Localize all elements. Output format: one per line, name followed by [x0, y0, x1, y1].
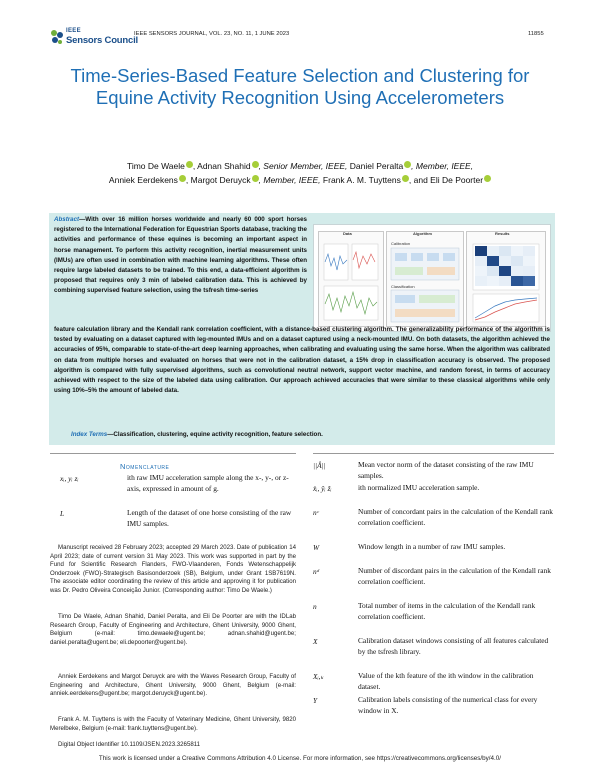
nomenclature-symbol: Xᵢ,ₖ	[313, 672, 324, 681]
doi-line: Digital Object Identifier 10.1109/JSEN.2023.3265811	[58, 741, 201, 748]
nomenclature-symbol: xᵢ, yᵢ zᵢ	[60, 474, 79, 483]
index-terms-label: Index Terms	[71, 431, 108, 438]
author-name: Timo De Waele	[126, 161, 185, 171]
author-name: Adnan Shahid	[197, 161, 251, 171]
figure-algorithm-diagram	[387, 232, 463, 326]
author-list: Timo De Waele , Adnan Shahid , Senior Member, IEEE, Daniel Peralta , Member, IEEE, Anniek Eerdekens , Margot Deruyck , Member, IEEE, Frank A. M. Tuyttens , and Eli De Poorter	[52, 159, 548, 187]
paper-title: Time-Series-Based Feature Selection and Clustering for Equine Activity Recognition Using Accelerometers	[70, 65, 530, 108]
figure-panel-results	[466, 231, 546, 327]
author-name: Margot Deruyck	[190, 175, 251, 185]
nomenclature-symbol: nᶜ	[313, 508, 319, 517]
page-number: 11855	[528, 31, 544, 37]
license-footer[interactable]: This work is licensed under a Creative Commons Attribution 4.0 License. For more information, see https://creativecommons.org/licenses/by/4.0/	[98, 755, 502, 762]
orcid-icon[interactable]	[179, 175, 186, 182]
nomenclature-definition: Number of discordant pairs in the calculation of the Kendall rank correlation coefficient.	[358, 566, 551, 586]
index-terms-text: —Classification, clustering, equine activity recognition, feature selection.	[107, 431, 323, 438]
abstract-body-top: —With over 16 million horses worldwide and nearly 60 000 sport horses registered to the International Federation for Equestrian Sports database, tracking the activities and performance of these equines is becoming an important aspect in horse management. To perform this activity recognition, inertial measurement units (IMUs) are often used in combination with machine learning algorithms. These often require large labeled datasets to be trained. To this end, a data-efficient algorithm is proposed that requires only 3 min of labeled calibration data. This is achieved by combining supervised feature selection, using the tsfresh time-series	[54, 216, 307, 295]
orcid-icon[interactable]	[402, 175, 409, 182]
orcid-icon[interactable]	[484, 175, 491, 182]
nomenclature-definition: Calibration dataset windows consisting of all features calculated by the tsfresh library.	[358, 636, 549, 656]
author-role: , Member, IEEE,	[411, 161, 474, 171]
abstract-text-top	[54, 215, 307, 297]
nomenclature-definition: Window length in a number of raw IMU samples.	[358, 542, 506, 551]
author-name: Daniel Peralta	[349, 161, 404, 171]
figure-results-heatmap	[467, 232, 545, 326]
nomenclature-symbol: x̂ᵢ, ŷᵢ ẑᵢ	[313, 484, 332, 493]
figure-panel-title: Algorithm	[413, 231, 432, 236]
author-name: and Eli De Poorter	[413, 175, 484, 185]
index-terms	[71, 431, 547, 438]
abstract-box	[49, 213, 555, 445]
nomenclature-symbol: ||Â||	[313, 461, 326, 470]
author-name: Anniek Eerdekens	[108, 175, 178, 185]
nomenclature-definition: Mean vector norm of the dataset consisting of the raw IMU samples.	[358, 460, 534, 480]
nomenclature-symbol: X	[313, 637, 318, 646]
affiliation-note: Timo De Waele, Adnan Shahid, Daniel Peralta, and Eli De Poorter are with the IDLab Research Group, Faculty of Engineering and Architecture, Ghent University, 9000 Ghent, Belgium (e-mail: timo.dewaele@ugent.be; adnan.shahid@ugent.be; daniel.peralta@ugent.be; eli.depoorter@ugent.be).	[50, 613, 296, 646]
nomenclature-definition: Number of concordant pairs in the calculation of the Kendall rank correlation coefficient.	[358, 507, 553, 527]
journal-header: IEEE SENSORS JOURNAL, VOL. 23, NO. 11, 1 JUNE 2023	[134, 31, 290, 37]
abstract-label: Abstract	[54, 216, 80, 223]
nomenclature-definition: ith normalized IMU acceleration sample.	[358, 483, 480, 492]
nomenclature-symbol: n	[313, 602, 317, 611]
nomenclature-symbol: L	[60, 509, 65, 518]
orcid-icon[interactable]	[252, 161, 259, 168]
figure-panel-title: Results	[495, 231, 510, 236]
column-rule-left	[50, 453, 296, 454]
nomenclature-symbol: W	[313, 543, 320, 552]
logo-council-text: Sensors Council	[66, 35, 138, 46]
figure-panel-algorithm	[386, 231, 464, 327]
author-role: , Senior Member, IEEE,	[258, 161, 348, 171]
manuscript-note: Manuscript received 28 February 2023; accepted 29 March 2023. Date of publication 14 April 2023; date of current version 31 May 2023. This work was supported in part by the Fund for Scientific Research Flanders, FWO-Vlaanderen, Fonds Wetenschappelijk Onderzoek (FWO)-Strategisch Basisonderzoek (SB), Belgium, under Grant 1SB7619N. The associate editor coordinating the review of this article and approving it for publication was Dr. Pedro Oliveira Conceição Junior. (Corresponding author: Timo De Waele.)	[50, 544, 296, 594]
abstract-body-bottom: feature calculation library and the Kendall rank correlation coefficient, with a distance-based clustering algorithm. The generalizability performance of the algorithm is tested by evaluating on a dataset captured with leg-mounted IMUs and on a dataset captured using a neck-mounted IMU. On both datasets, the algorithm achieved the accuracies of 95%, comparable to state-of-the-art deep learning approaches, when calibrating and evaluating using the same horse. When the algorithm was calibrated on data from multiple horses and evaluated on horses that were not in the calibration dataset, a 15% drop in classification accuracy is observed. The proposed algorithm is compared with fully supervised algorithms, such as convolutional neutral network, support vector machine, and random forest, in terms of accuracy achieved with respect to the size of the labeled data using calibration. Our approach achieved accuracies that were similar to these classical algorithms while only using 10%–5% the amount of labeled data.	[54, 326, 550, 395]
figure-data-plot	[319, 232, 383, 326]
figure-sub-title: Classification	[391, 284, 415, 289]
figure-panel-data	[318, 231, 384, 327]
figure-panel-title: Data	[343, 231, 352, 236]
logo-ieee-text: IEEE	[66, 28, 81, 34]
nomenclature-symbol: Y	[313, 696, 318, 705]
nomenclature-definition: Length of the dataset of one horse consisting of the raw IMU samples.	[127, 508, 292, 528]
figure-sub-title: Calibration	[391, 241, 411, 246]
nomenclature-definition: ith raw IMU acceleration sample along the x-, y-, or z-axis, expressed in amount of g.	[127, 473, 289, 493]
logo-mark-icon	[50, 29, 64, 45]
author-role: , Member, IEEE,	[258, 175, 321, 185]
author-name: Frank A. M. Tuyttens	[322, 175, 401, 185]
nomenclature-title: Nomenclature	[120, 462, 170, 471]
orcid-icon[interactable]	[186, 161, 193, 168]
nomenclature-symbol: nᵈ	[313, 567, 319, 576]
orcid-icon[interactable]	[252, 175, 259, 182]
graphical-abstract-figure	[313, 224, 551, 332]
ieee-sensors-council-logo	[50, 27, 138, 49]
nomenclature-definition: Calibration labels consisting of the numerical class for every window in X.	[358, 695, 538, 715]
nomenclature-definition: Total number of items in the calculation of the Kendall rank correlation coefficient.	[358, 601, 536, 621]
column-rule-right	[313, 453, 554, 454]
nomenclature-definition: Value of the kth feature of the ith window in the calibration dataset.	[358, 671, 534, 691]
affiliation-note: Anniek Eerdekens and Margot Deruyck are with the Waves Research Group, Faculty of Engineering and Architecture, Ghent University, 9000 Ghent, Belgium (e-mail: anniek.eerdekens@ugent.be; margot.deruyck@ugent.be).	[50, 673, 296, 698]
affiliation-note: Frank A. M. Tuyttens is with the Faculty of Veterinary Medicine, Ghent University, 9820 Merelbeke, Belgium (e-mail: frank.tuyttens@ugent.be).	[50, 716, 296, 732]
